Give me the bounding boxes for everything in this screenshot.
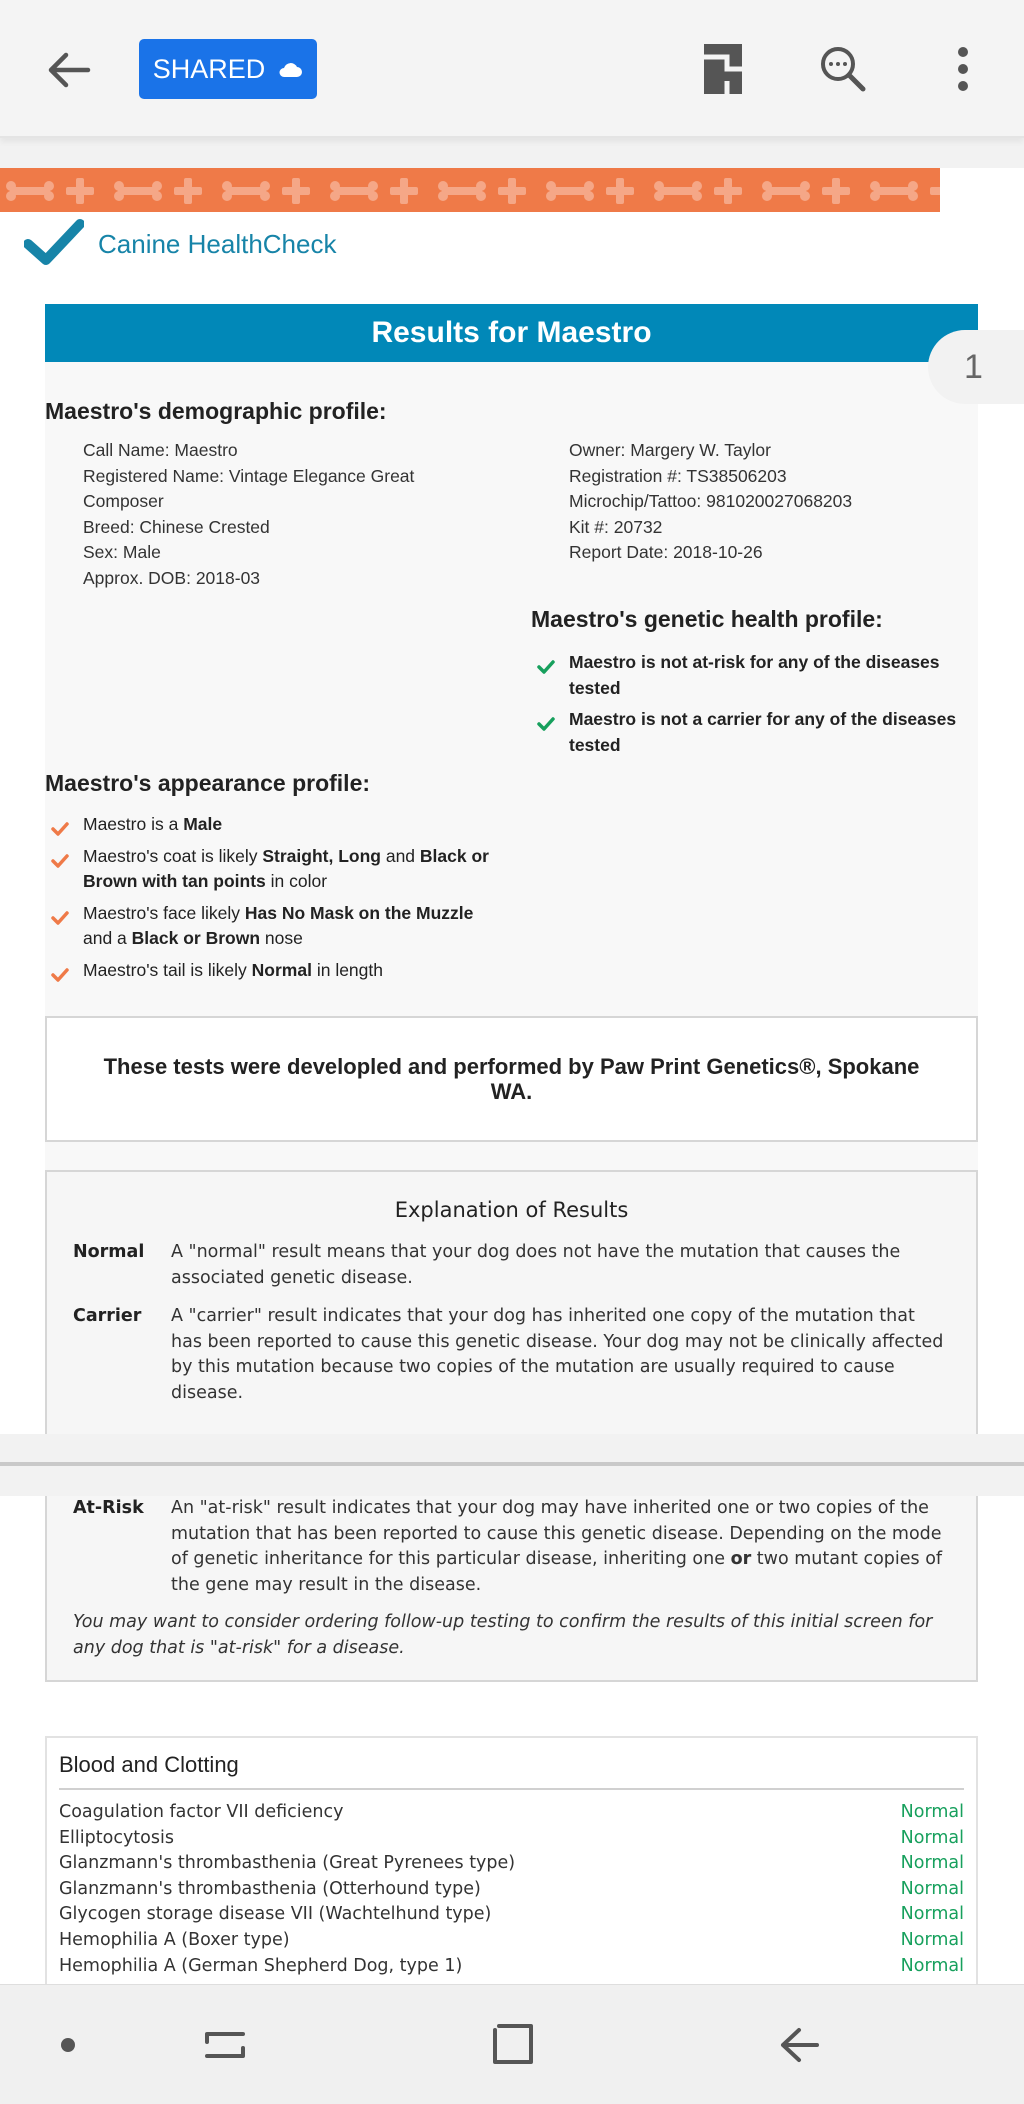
disease-result: Normal — [900, 1930, 964, 1950]
document-page[interactable] — [0, 168, 1024, 1434]
demographic-line: Sex: Male — [83, 542, 161, 562]
term-normal-definition: A "normal" result means that your dog does not have the mutation that causes the associated genetic disease. — [171, 1242, 901, 1288]
appearance-item — [45, 901, 505, 952]
demographic-line: Report Date: 2018-10-26 — [569, 542, 763, 562]
checkmark-logo-icon — [24, 218, 84, 270]
shared-button[interactable] — [139, 39, 317, 99]
appearance-value: Black or Brown — [131, 928, 261, 948]
results-title-bar — [45, 304, 978, 362]
check-icon — [537, 713, 555, 727]
brand-name: Canine HealthCheck — [98, 228, 337, 259]
appearance-value: Normal — [251, 959, 312, 980]
disease-result: Normal — [900, 1853, 964, 1874]
disease-result: Normal — [900, 1827, 964, 1848]
appearance-value: Has No Mask on the Muzzle — [244, 902, 474, 923]
system-nav-bar — [0, 1984, 1024, 2104]
disease-name: Glanzmann's thrombasthenia (Great Pyrenees type) — [59, 1853, 516, 1874]
demographic-left-list — [83, 438, 423, 591]
table-row — [59, 1802, 964, 1822]
table-row — [59, 1853, 964, 1873]
page-divider — [0, 1462, 1024, 1466]
term-carrier: Carrier — [73, 1306, 142, 1326]
blood-clotting-panel — [45, 1736, 978, 1984]
definition-text: two mutant copies of the gene may result in the disease. — [171, 1549, 943, 1595]
demographic-line: Registration #: TS38506203 — [569, 465, 787, 486]
demographic-line: Kit #: 20732 — [569, 516, 663, 537]
back-arrow-icon[interactable] — [40, 40, 100, 100]
genetic-item-text: Maestro is not at-risk for any of the diseases tested — [569, 652, 940, 698]
panel-rule — [59, 1788, 964, 1790]
page-number: 1 — [964, 347, 983, 386]
term-normal: Normal — [73, 1242, 145, 1262]
panel-title: Blood and Clotting — [59, 1752, 239, 1777]
appearance-text: and — [380, 845, 420, 866]
appearance-text: nose — [260, 928, 303, 948]
appearance-item — [45, 844, 505, 895]
demographic-line: Approx. DOB: 2018-03 — [83, 567, 261, 588]
demographic-line: Owner: Margery W. Taylor — [569, 440, 771, 460]
appearance-text: Maestro is a — [83, 814, 184, 834]
table-row — [59, 1956, 964, 1976]
table-row — [59, 1904, 964, 1924]
appearance-title: Maestro's appearance profile: — [45, 770, 371, 796]
disease-name: Hemophilia A (German Shepherd Dog, type 1) — [59, 1955, 463, 1976]
disease-result: Normal — [900, 1802, 964, 1822]
definition-emphasis: or — [730, 1549, 752, 1570]
developed-by-text: These tests were developled and performed by Paw Print Genetics®, Spokane WA. — [103, 1054, 920, 1104]
appearance-text: Maestro's tail is likely — [83, 959, 252, 980]
appearance-text: and a — [83, 928, 132, 948]
check-icon — [51, 964, 69, 978]
more-vert-icon[interactable] — [930, 36, 996, 102]
term-at-risk: At-Risk — [73, 1498, 144, 1518]
disease-name: Coagulation factor VII deficiency — [59, 1802, 344, 1822]
brand-logo — [24, 218, 336, 270]
demographic-line: Composer — [83, 491, 164, 511]
demographic-line: Breed: Chinese Crested — [83, 516, 270, 537]
cloud-icon — [277, 54, 303, 85]
page-number-badge — [928, 330, 1024, 404]
appearance-value: Black or Brown with tan points — [83, 845, 489, 891]
appearance-value: Male — [183, 814, 223, 834]
definition-text: An "at-risk" result indicates that your dog may have inherited one or two copies of the mutation that has been reported to cause this genetic disease. Depending on the mode of genetic inheritance for this particular disease, inheriting one — [171, 1498, 942, 1570]
search-icon[interactable] — [810, 36, 876, 102]
demographic-line: Call Name: Maestro — [83, 440, 238, 460]
genetic-list — [531, 650, 981, 764]
disease-result: Normal — [900, 1878, 964, 1899]
demographic-right-list — [569, 438, 969, 566]
genetic-item — [531, 650, 981, 701]
demographic-line: Microchip/Tattoo: 981020027068203 — [569, 491, 853, 511]
appearance-item — [45, 958, 505, 984]
appearance-text: in length — [311, 959, 383, 980]
appearance-text: in color — [265, 871, 328, 891]
dot-icon[interactable] — [38, 2015, 98, 2075]
disease-name: Elliptocytosis — [59, 1827, 174, 1848]
genetic-title: Maestro's genetic health profile: — [531, 606, 883, 632]
follow-up-note: You may want to consider ordering follow-up testing to confirm the results of this initial screen for any dog that is "at-risk" for a disease. — [73, 1612, 933, 1658]
explanation-box — [45, 1170, 978, 1434]
home-icon[interactable] — [484, 2015, 544, 2075]
check-icon — [51, 850, 69, 864]
document-page-continued[interactable] — [0, 1496, 1024, 1984]
shared-label: SHARED — [152, 53, 266, 84]
disease-name: Hemophilia A (Boxer type) — [59, 1930, 290, 1950]
app-bar — [0, 0, 1024, 138]
term-carrier-definition: A "carrier" result indicates that your dog has inherited one copy of the mutation that has been reported to cause this genetic disease. Your dog may not be clinically affected by this mutation because two copies of the mutation are usually required to cause disease. — [171, 1306, 944, 1403]
appearance-text: Maestro's coat is likely — [83, 845, 263, 866]
genetic-item-text: Maestro is not a carrier for any of the diseases tested — [569, 709, 957, 755]
demographic-title: Maestro's demographic profile: — [45, 398, 387, 424]
results-title: Results for Maestro — [371, 316, 652, 349]
explanation-title: Explanation of Results — [394, 1198, 629, 1222]
appearance-value: Straight, Long — [262, 845, 381, 866]
disease-result: Normal — [900, 1904, 964, 1925]
genetic-item — [531, 707, 981, 758]
nav-back-icon[interactable] — [770, 2015, 830, 2075]
demographic-line: Registered Name: Vintage Elegance Great — [83, 465, 415, 486]
developed-by-box — [45, 1016, 978, 1142]
disease-result: Normal — [900, 1955, 964, 1976]
table-row — [59, 1879, 964, 1899]
explanation-box-continued — [45, 1496, 978, 1682]
disease-name: Glanzmann's thrombasthenia (Otterhound type) — [59, 1878, 481, 1899]
appearance-text: Maestro's face likely — [83, 902, 245, 923]
appearance-list — [45, 812, 505, 989]
check-icon — [51, 818, 69, 832]
appearance-item — [45, 812, 505, 838]
table-row — [59, 1828, 964, 1848]
recent-apps-icon[interactable] — [196, 2015, 256, 2075]
bone-pattern-strip — [0, 168, 940, 212]
page-layout-icon[interactable] — [690, 36, 756, 102]
term-at-risk-definition — [171, 1496, 951, 1598]
table-row — [59, 1930, 964, 1950]
check-icon — [537, 656, 555, 670]
check-icon — [51, 907, 69, 921]
disease-name: Glycogen storage disease VII (Wachtelhund type) — [59, 1904, 492, 1925]
